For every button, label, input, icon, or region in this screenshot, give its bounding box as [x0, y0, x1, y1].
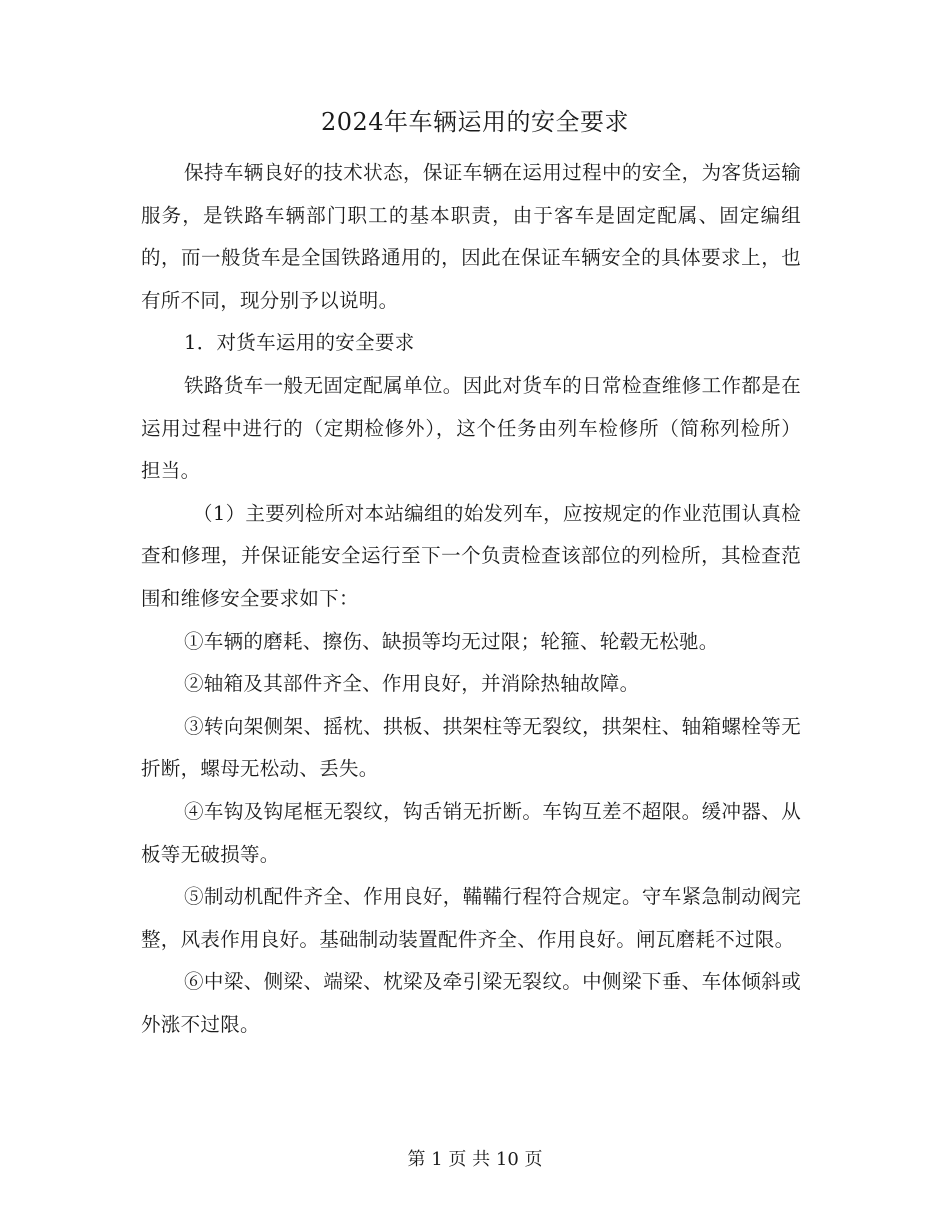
footer-current-page: 1: [431, 1149, 443, 1170]
list-item-wear: ①车辆的磨耗、擦伤、缺损等均无过限；轮箍、轮毂无松驰。: [184, 629, 719, 653]
paragraph-intro: 保持车辆良好的技术状态，保证车辆在运用过程中的安全，为客货运输服务，是铁路车辆部门职工的基本职责，由于客车是固定配属、固定编组的，而一般货车是全国铁路通用的，因此在保证车辆安全的具体要求上，也有所不同，现分别予以说明。: [141, 161, 801, 312]
list-item-bogie: ③转向架侧架、摇枕、拱板、拱架柱等无裂纹，拱架柱、轴箱螺栓等无折断，螺母无松动、丢失。: [141, 714, 801, 781]
list-item-axle-box: ②轴箱及其部件齐全、作用良好，并消除热轴故障。: [184, 672, 640, 696]
page-footer: [0, 1146, 950, 1174]
footer-suffix: 页: [524, 1149, 543, 1170]
section-heading-freight: 1．对货车运用的安全要求: [184, 331, 415, 355]
document-body: [141, 152, 801, 1046]
document-title: 2024年车辆运用的安全要求: [320, 108, 630, 136]
list-item-beams: ⑥中梁、侧梁、端梁、枕梁及牵引梁无裂纹。中侧梁下垂、车体倾斜或外涨不过限。: [141, 970, 801, 1036]
footer-prefix: 第: [407, 1149, 426, 1170]
paragraph-freight-overview: 铁路货车一般无固定配属单位。因此对货车的日常检查维修工作都是在运用过程中进行的（定期检修外），这个任务由列车检修所（简称列检所）担当。: [141, 373, 801, 483]
footer-mid: 页 共: [448, 1149, 491, 1170]
list-item-brake: ⑤制动机配件齐全、作用良好，鞴鞴行程符合规定。守车紧急制动阀完整，风表作用良好。基础制动装置配件齐全、作用良好。闸瓦磨耗不过限。: [141, 885, 801, 951]
paragraph-item-1: （1）主要列检所对本站编组的始发列车，应按规定的作业范围认真检查和修理，并保证能安全运行至下一个负责检查该部位的列检所，其检查范围和维修安全要求如下：: [141, 501, 801, 610]
footer-total-pages: 10: [495, 1149, 519, 1170]
list-item-coupler: ④车钩及钩尾框无裂纹，钩舌销无折断。车钩互差不超限。缓冲器、从板等无破损等。: [141, 799, 801, 866]
